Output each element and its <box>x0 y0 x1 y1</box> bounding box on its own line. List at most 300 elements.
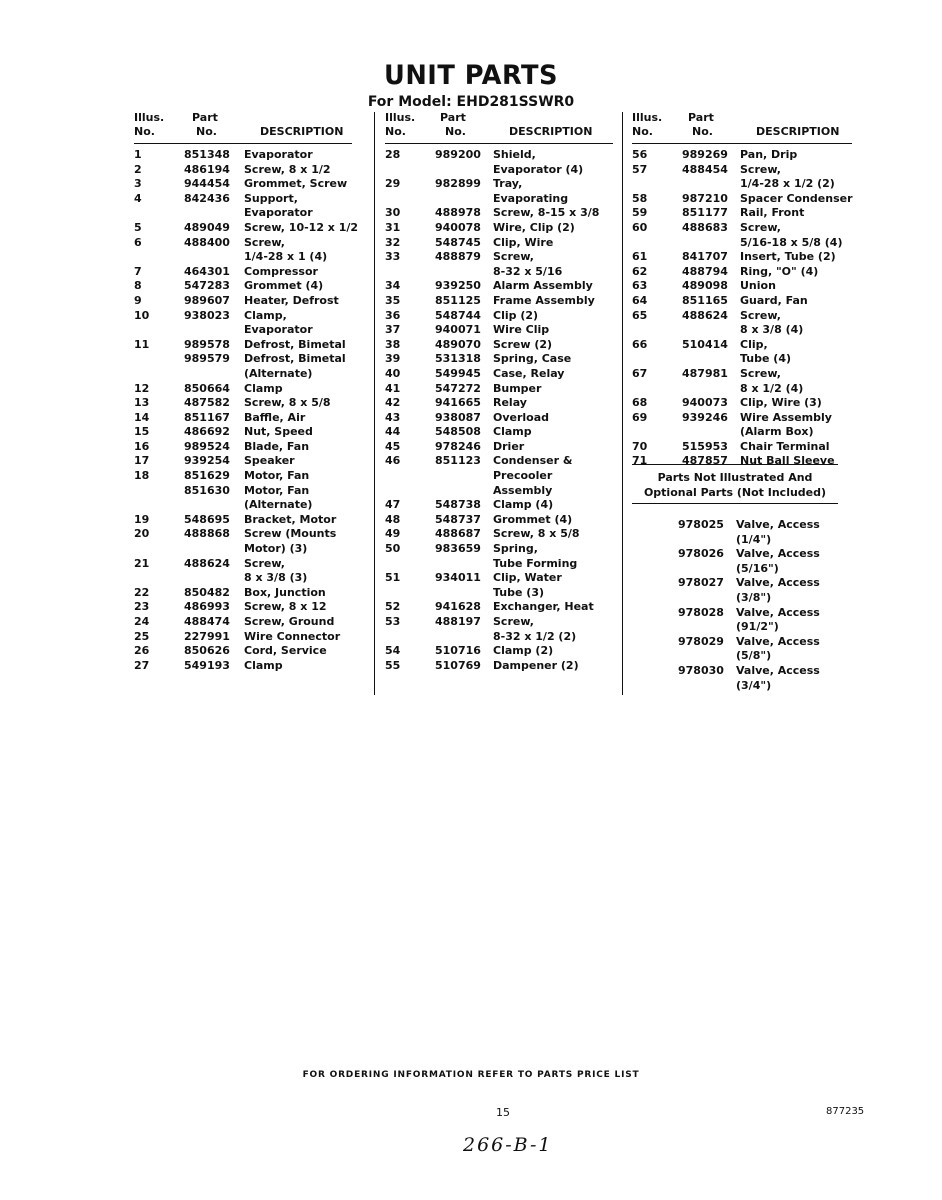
parts-rows <box>632 148 852 469</box>
illus-number: 63 <box>632 279 648 293</box>
description-line: Tube (4) <box>740 352 791 366</box>
part-number: 510769 <box>435 658 481 672</box>
description-line: Rail, Front <box>740 206 805 220</box>
illus-number: 46 <box>385 454 401 468</box>
description-line: Clip, Wire (3) <box>740 396 822 410</box>
part-number: 934011 <box>435 571 481 585</box>
part-number: 944454 <box>184 177 230 191</box>
part-number: 989200 <box>435 148 481 161</box>
header-part: Part <box>192 111 218 124</box>
part-description <box>740 440 852 455</box>
table-row <box>134 659 352 674</box>
part-description <box>493 600 613 615</box>
part-number: 548738 <box>435 498 481 512</box>
description-line: Defrost, Bimetal <box>244 337 346 351</box>
illus-number: 4 <box>134 191 142 205</box>
table-row <box>134 469 352 484</box>
parts-rows <box>134 148 359 673</box>
part-description <box>493 411 613 426</box>
table-row <box>385 542 613 571</box>
description-line: Grommet (4) <box>493 512 573 526</box>
description-line: Nut, Speed <box>244 425 313 439</box>
illus-number: 58 <box>632 191 648 205</box>
table-row <box>134 615 352 630</box>
description-line: Wire Connector <box>244 629 341 643</box>
part-number: 989607 <box>184 293 230 307</box>
illus-number: 23 <box>134 600 150 614</box>
illus-number: 60 <box>632 220 648 234</box>
description-line: (Alarm Box) <box>740 425 814 439</box>
table-row <box>385 177 613 206</box>
part-description <box>493 644 613 659</box>
table-row <box>385 352 613 367</box>
illus-number: 68 <box>632 396 648 410</box>
table-row <box>385 221 613 236</box>
part-number: 510716 <box>435 644 481 658</box>
illus-number: 27 <box>134 658 150 672</box>
table-row <box>632 163 852 192</box>
description-line: Frame Assembly <box>493 293 595 307</box>
table-row <box>385 279 613 294</box>
part-description <box>244 600 352 615</box>
part-number: 548745 <box>435 235 481 249</box>
description-line: 8-32 x 1/2 (2) <box>493 629 577 643</box>
illus-number: 28 <box>385 148 401 161</box>
header-rule <box>385 143 613 144</box>
part-description <box>244 192 352 221</box>
part-description <box>736 635 852 664</box>
part-description <box>493 440 613 455</box>
description-line: Screw, 8 x 5/8 <box>493 527 580 541</box>
description-line: Tube (3) <box>493 585 544 599</box>
description-line: Motor) (3) <box>244 542 308 556</box>
part-number: 548508 <box>435 425 481 439</box>
description-line: Wire Clip <box>493 323 550 337</box>
description-line: Evaporator (4) <box>493 162 584 176</box>
description-line: Baffle, Air <box>244 410 306 424</box>
description-line: Evaporator <box>244 206 313 220</box>
illus-number: 70 <box>632 439 648 453</box>
table-row <box>134 382 352 397</box>
part-description <box>740 148 852 163</box>
part-number: 851177 <box>682 206 728 220</box>
description-line: Screw, <box>740 220 781 234</box>
part-description <box>740 192 852 207</box>
part-number: 488978 <box>435 206 481 220</box>
illus-number: 37 <box>385 323 401 337</box>
illus-number: 49 <box>385 527 401 541</box>
illus-number: 9 <box>134 293 142 307</box>
part-number: 488197 <box>435 615 481 628</box>
description-line: Clamp, <box>244 308 287 322</box>
description-line: (1/4") <box>736 532 772 546</box>
table-row <box>385 309 613 324</box>
illus-number: 14 <box>134 410 150 424</box>
table-row <box>385 396 613 411</box>
illus-number: 31 <box>385 220 401 234</box>
table-row <box>385 615 613 644</box>
table-row <box>134 236 352 265</box>
description-line: Screw, 8 x 1/2 <box>244 162 331 176</box>
description-line: Alarm Assembly <box>493 279 593 293</box>
header-part: Part <box>688 111 714 124</box>
description-line: Evaporator <box>244 323 313 337</box>
description-line: Evaporator <box>244 148 313 161</box>
illus-number: 44 <box>385 425 401 439</box>
part-number: 939254 <box>184 454 230 468</box>
table-row <box>385 148 613 177</box>
illus-number: 24 <box>134 615 150 628</box>
part-description <box>736 547 852 576</box>
table-row <box>385 659 613 674</box>
part-number: 940078 <box>435 220 481 234</box>
description-line: 8 x 3/8 (4) <box>740 323 804 337</box>
part-number: 488868 <box>184 527 230 541</box>
table-row <box>385 367 613 382</box>
illus-number: 18 <box>134 469 150 483</box>
description-line: (Alternate) <box>244 366 313 380</box>
illus-number: 15 <box>134 425 150 439</box>
table-row <box>385 498 613 513</box>
table-row <box>385 440 613 455</box>
table-row <box>134 440 352 455</box>
table-row <box>385 571 613 600</box>
part-description <box>244 644 352 659</box>
table-row <box>134 644 352 659</box>
illus-number: 38 <box>385 337 401 351</box>
description-line: Nut Ball Sleeve <box>740 454 835 468</box>
illus-number: 47 <box>385 498 401 512</box>
table-row <box>134 396 352 411</box>
header-illus: Illus. <box>134 111 165 124</box>
description-line: (5/16") <box>736 561 779 575</box>
part-number: 850482 <box>184 585 230 599</box>
description-line: Insert, Tube (2) <box>740 250 836 264</box>
part-number: 850626 <box>184 644 230 658</box>
part-description <box>244 352 352 381</box>
part-description <box>244 177 352 192</box>
part-description <box>493 396 613 411</box>
description-line: Relay <box>493 396 527 410</box>
header-illus-no: No. <box>385 125 406 138</box>
description-line: Valve, Access <box>736 576 820 590</box>
part-number: 488683 <box>682 220 728 234</box>
description-line: Clip, <box>740 337 768 351</box>
table-row <box>134 630 352 645</box>
ordering-note: FOR ORDERING INFORMATION REFER TO PARTS PRICE LIST <box>302 1070 640 1080</box>
table-row <box>632 396 852 411</box>
table-row <box>385 323 613 338</box>
part-description <box>740 367 852 396</box>
part-number: 938023 <box>184 308 230 322</box>
description-line: Screw, <box>244 235 285 249</box>
part-number: 488879 <box>435 250 481 264</box>
part-number: 489049 <box>184 220 230 234</box>
part-description <box>493 206 613 221</box>
part-number: 515953 <box>682 439 728 453</box>
description-line: 5/16-18 x 5/8 (4) <box>740 235 843 249</box>
illus-number: 59 <box>632 206 648 220</box>
part-number: 978246 <box>435 439 481 453</box>
part-description <box>244 338 352 353</box>
part-description <box>740 454 852 469</box>
illus-number: 52 <box>385 600 401 614</box>
document-code: 877235 <box>826 1106 865 1117</box>
part-description <box>740 309 852 338</box>
part-number: 939250 <box>435 279 481 293</box>
part-description <box>740 163 852 192</box>
description-line: 8-32 x 5/16 <box>493 264 563 278</box>
optional-rows <box>632 518 852 693</box>
part-number: 548737 <box>435 512 481 526</box>
part-number: 488400 <box>184 235 230 249</box>
illus-number: 34 <box>385 279 401 293</box>
table-row <box>632 411 852 440</box>
handwritten-note: 266-B-1 <box>463 1134 553 1156</box>
illus-number: 13 <box>134 396 150 410</box>
header-illus-no: No. <box>632 125 653 138</box>
part-description <box>244 484 352 513</box>
description-line: Box, Junction <box>244 585 326 599</box>
illus-number: 20 <box>134 527 150 541</box>
description-line: Screw (Mounts <box>244 527 337 541</box>
description-line: Pan, Drip <box>740 148 798 161</box>
part-description <box>493 148 613 177</box>
part-number: 987210 <box>682 191 728 205</box>
part-number: 486692 <box>184 425 230 439</box>
part-number: 488624 <box>184 556 230 570</box>
part-number: 978028 <box>678 605 724 619</box>
part-description <box>493 323 613 338</box>
description-line: (Alternate) <box>244 498 313 512</box>
part-number: 938087 <box>435 410 481 424</box>
part-number: 489070 <box>435 337 481 351</box>
description-line: Blade, Fan <box>244 439 310 453</box>
illus-number: 26 <box>134 644 150 658</box>
table-row <box>134 513 352 528</box>
part-description <box>244 148 352 163</box>
table-row <box>134 265 352 280</box>
part-description <box>493 338 613 353</box>
header-illus: Illus. <box>632 111 663 124</box>
part-number: 851125 <box>435 293 481 307</box>
optional-part-row <box>632 518 852 547</box>
part-number: 488624 <box>682 308 728 322</box>
description-line: 8 x 1/2 (4) <box>740 381 804 395</box>
part-description <box>244 586 352 601</box>
description-line: 1/4-28 x 1/2 (2) <box>740 177 835 191</box>
part-number: 978026 <box>678 547 724 561</box>
page-number: 15 <box>496 1106 510 1119</box>
part-number: 941628 <box>435 600 481 614</box>
table-row <box>632 148 852 163</box>
illus-number: 1 <box>134 148 142 161</box>
description-line: Screw, <box>740 162 781 176</box>
description-line: Clamp <box>493 425 532 439</box>
part-description <box>493 279 613 294</box>
part-description <box>244 236 352 265</box>
part-description <box>493 250 613 279</box>
part-description <box>736 664 852 693</box>
part-description <box>493 615 613 644</box>
description-line: Cord, Service <box>244 644 327 658</box>
table-row <box>632 454 852 469</box>
column-divider-1 <box>374 112 375 695</box>
description-line: Screw, 8-15 x 3/8 <box>493 206 600 220</box>
description-line: Ring, "O" (4) <box>740 264 819 278</box>
part-number: 989579 <box>184 352 230 366</box>
optional-part-row <box>632 547 852 576</box>
part-number: 989524 <box>184 439 230 453</box>
table-row <box>134 192 352 221</box>
column-divider-2 <box>622 112 623 695</box>
part-description <box>244 469 352 484</box>
illus-number: 56 <box>632 148 648 161</box>
part-description <box>244 615 352 630</box>
header-description: DESCRIPTION <box>260 125 344 138</box>
description-line: Compressor <box>244 264 318 278</box>
part-number: 464301 <box>184 264 230 278</box>
part-number: 939246 <box>682 410 728 424</box>
illus-number: 5 <box>134 220 142 234</box>
table-row <box>632 250 852 265</box>
part-number: 941665 <box>435 396 481 410</box>
illus-number: 3 <box>134 177 142 191</box>
description-line: Valve, Access <box>736 547 820 561</box>
part-description <box>493 542 613 571</box>
description-line: Screw, 10-12 x 1/2 <box>244 220 359 234</box>
description-line: Overload <box>493 410 550 424</box>
description-line: Guard, Fan <box>740 293 808 307</box>
part-description <box>740 294 852 309</box>
description-line: Valve, Access <box>736 518 820 531</box>
part-number: 978027 <box>678 576 724 590</box>
description-line: Spring, <box>493 542 538 556</box>
optional-part-row <box>632 635 852 664</box>
description-line: Precooler <box>493 469 553 483</box>
part-number: 486194 <box>184 162 230 176</box>
table-row <box>134 338 352 353</box>
illus-number: 61 <box>632 250 648 264</box>
column-header <box>632 112 852 144</box>
part-number: 487981 <box>682 366 728 380</box>
table-row <box>134 309 352 338</box>
part-number: 851165 <box>682 293 728 307</box>
description-line: 1/4-28 x 1 (4) <box>244 250 328 264</box>
description-line: Screw, <box>740 308 781 322</box>
table-row <box>632 221 852 250</box>
part-number: 510414 <box>682 337 728 351</box>
parts-rows <box>385 148 613 673</box>
part-number: 989269 <box>682 148 728 161</box>
illus-number: 30 <box>385 206 401 220</box>
header-rule <box>134 143 352 144</box>
table-row <box>134 163 352 178</box>
part-description <box>736 606 852 635</box>
illus-number: 29 <box>385 177 401 191</box>
illus-number: 42 <box>385 396 401 410</box>
table-row <box>134 279 352 294</box>
table-row <box>632 265 852 280</box>
part-description <box>740 221 852 250</box>
table-row <box>632 279 852 294</box>
table-row <box>134 484 352 513</box>
table-row <box>632 206 852 221</box>
table-row <box>632 309 852 338</box>
description-line: 8 x 3/8 (3) <box>244 571 308 585</box>
table-row <box>134 600 352 615</box>
part-number: 940073 <box>682 396 728 410</box>
illus-number: 35 <box>385 293 401 307</box>
part-number: 487582 <box>184 396 230 410</box>
description-line: Union <box>740 279 776 293</box>
illus-number: 6 <box>134 235 142 249</box>
illus-number: 62 <box>632 264 648 278</box>
description-line: Screw, <box>244 556 285 570</box>
illus-number: 32 <box>385 235 401 249</box>
part-number: 851123 <box>435 454 481 468</box>
illus-number: 43 <box>385 410 401 424</box>
table-row <box>134 294 352 309</box>
part-description <box>244 411 352 426</box>
description-line: Clip, Wire <box>493 235 554 249</box>
description-line: Valve, Access <box>736 663 820 677</box>
illus-number: 48 <box>385 512 401 526</box>
part-description <box>244 382 352 397</box>
part-description <box>493 177 613 206</box>
part-description <box>244 309 352 338</box>
optional-parts-list <box>632 518 852 693</box>
part-number: 978025 <box>678 518 724 531</box>
not-included-subtitle: Optional Parts (Not Included) <box>643 486 827 499</box>
table-row <box>134 177 352 192</box>
parts-column-1 <box>134 111 359 673</box>
header-description: DESCRIPTION <box>756 125 840 138</box>
description-line: Clamp (2) <box>493 644 554 658</box>
table-row <box>632 440 852 455</box>
table-row <box>134 557 352 586</box>
part-description <box>493 571 613 600</box>
part-description <box>244 659 352 674</box>
description-line: Screw (2) <box>493 337 553 351</box>
illus-number: 65 <box>632 308 648 322</box>
table-row <box>385 236 613 251</box>
part-description <box>244 440 352 455</box>
part-description <box>493 527 613 542</box>
description-line: Drier <box>493 439 525 453</box>
model-subtitle: For Model: EHD281SSWR0 <box>367 94 575 110</box>
part-description <box>244 396 352 411</box>
description-line: Case, Relay <box>493 366 565 380</box>
description-line: Screw, <box>493 250 534 264</box>
illus-number: 51 <box>385 571 401 585</box>
description-line: Screw, 8 x 12 <box>244 600 327 614</box>
illus-number: 8 <box>134 279 142 293</box>
part-number: 548695 <box>184 512 230 526</box>
table-row <box>134 220 359 236</box>
illus-number: 45 <box>385 439 401 453</box>
illus-number: 2 <box>134 162 142 176</box>
illus-number: 57 <box>632 162 648 176</box>
description-line: Evaporating <box>493 191 569 205</box>
illus-number: 69 <box>632 410 648 424</box>
section-rule <box>632 464 838 465</box>
description-line: Speaker <box>244 454 295 468</box>
description-line: (3/4") <box>736 678 772 692</box>
description-line: Spring, Case <box>493 352 572 366</box>
part-description <box>740 396 852 411</box>
illus-number: 33 <box>385 250 401 264</box>
